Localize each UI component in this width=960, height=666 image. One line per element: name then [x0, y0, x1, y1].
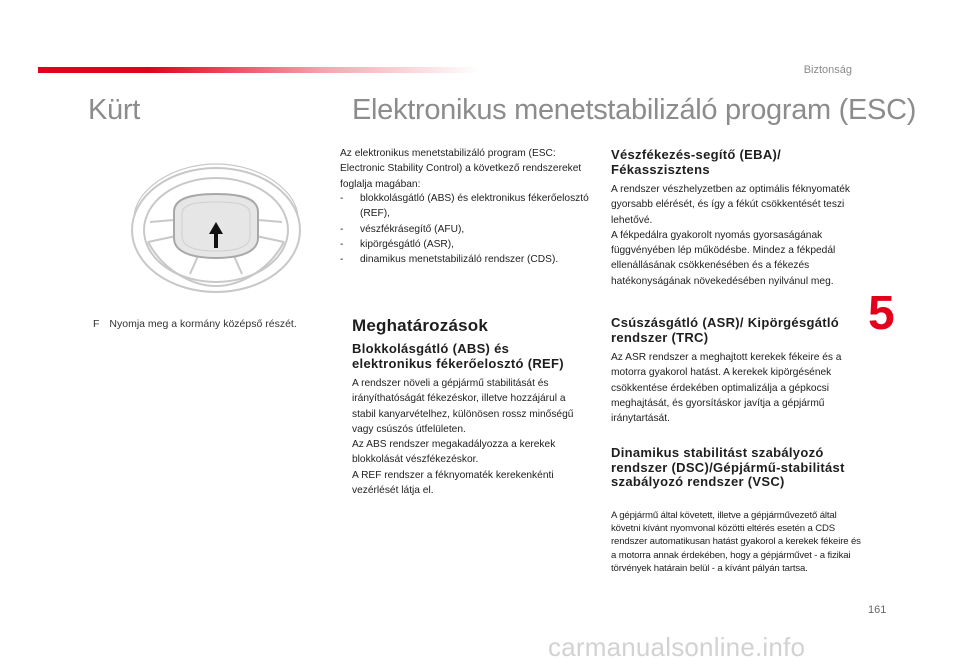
- steering-wheel-icon: [130, 152, 306, 294]
- list-item: - dinamikus menetstabilizáló rendszer (CDS).: [340, 254, 559, 266]
- asr-body: Az ASR rendszer a meghajtott kerekek fékeire és a motorra gyakorol hatást. A kerekek kipörgésének csökkentése érdekében optimalizálja a gépkocsi meghajtását, és gyorsításkor javítja a gépjármű iránytartását.: [611, 352, 842, 425]
- definitions-heading: Meghatározások: [352, 316, 489, 335]
- dsc-heading: Dinamikus stabilitást szabályozó rendszer (DSC)/Gépjármű-stabilitást szabályozó rendszer (VSC): [611, 445, 845, 489]
- pointing-hand-icon: F: [93, 318, 100, 330]
- horn-title: Kürt: [88, 94, 140, 126]
- list-item: - kipörgésgátló (ASR),: [340, 238, 454, 250]
- abs-heading: Blokkolásgátló (ABS) és elektronikus fékerőelosztó (REF): [352, 341, 564, 371]
- eba-body: A rendszer vészhelyzetben az optimális féknyomaték gyorsabb elérését, és így a fékút csökkentését teszi lehetővé. A fékpedálra gyakorolt nyomás gyorsaságának függvényében lép működésbe. Mindez a fékpedál ellenállásának csökkenésében és a fékezés hatékonyságának növekedésében nyilvánul meg.: [611, 184, 850, 287]
- list-item: - vészfékrásegítő (AFU),: [340, 223, 465, 235]
- abs-body: A rendszer növeli a gépjármű stabilitását és irányíthatóságát fékezéskor, illetve hozzájárul a stabil kanyarvételhez, különösen rossz minőségű vagy csúszós útfelületen. Az ABS rendszer megakadályozza a kerekek blokkolását vészfékezéskor. A REF rendszer a féknyomaték kerekenkénti vezérlését látja el.: [352, 378, 574, 497]
- section-label: Biztonság: [803, 64, 852, 76]
- list-item: - blokkolásgátló (ABS) és elektronikus fékerőelosztó (REF),: [340, 193, 589, 220]
- header-accent-bar: [38, 67, 480, 73]
- horn-instruction-text: Nyomja meg a kormány középső részét.: [109, 318, 297, 330]
- dsc-body: A gépjármű által követett, illetve a gépjárművezető által követni kívánt nyomvonal közötti eltérés esetén a CDS rendszer automatikusan hatást gyakorol a kerekek fékeire és a motorra annak érdekében, hogy a gépjárművet - a fizikai törvények határain belül - a kívánt pályán tartsa.: [611, 510, 861, 574]
- esc-intro: Az elektronikus menetstabilizáló program (ESC: Electronic Stability Control) a következő rendszereket foglalja magában:: [340, 148, 582, 190]
- horn-instruction: [93, 318, 333, 330]
- esc-system-list: [340, 191, 595, 267]
- watermark: carmanualsonline.info: [548, 632, 806, 662]
- page-number: 161: [868, 604, 887, 616]
- esc-title: Elektronikus menetstabilizáló program (ESC): [352, 94, 917, 126]
- asr-heading: Csúszásgátló (ASR)/ Kipörgésgátló rendszer (TRC): [611, 315, 840, 345]
- eba-heading: Vészfékezés-segítő (EBA)/ Fékasszisztens: [611, 147, 782, 177]
- chapter-number: 5: [868, 287, 895, 340]
